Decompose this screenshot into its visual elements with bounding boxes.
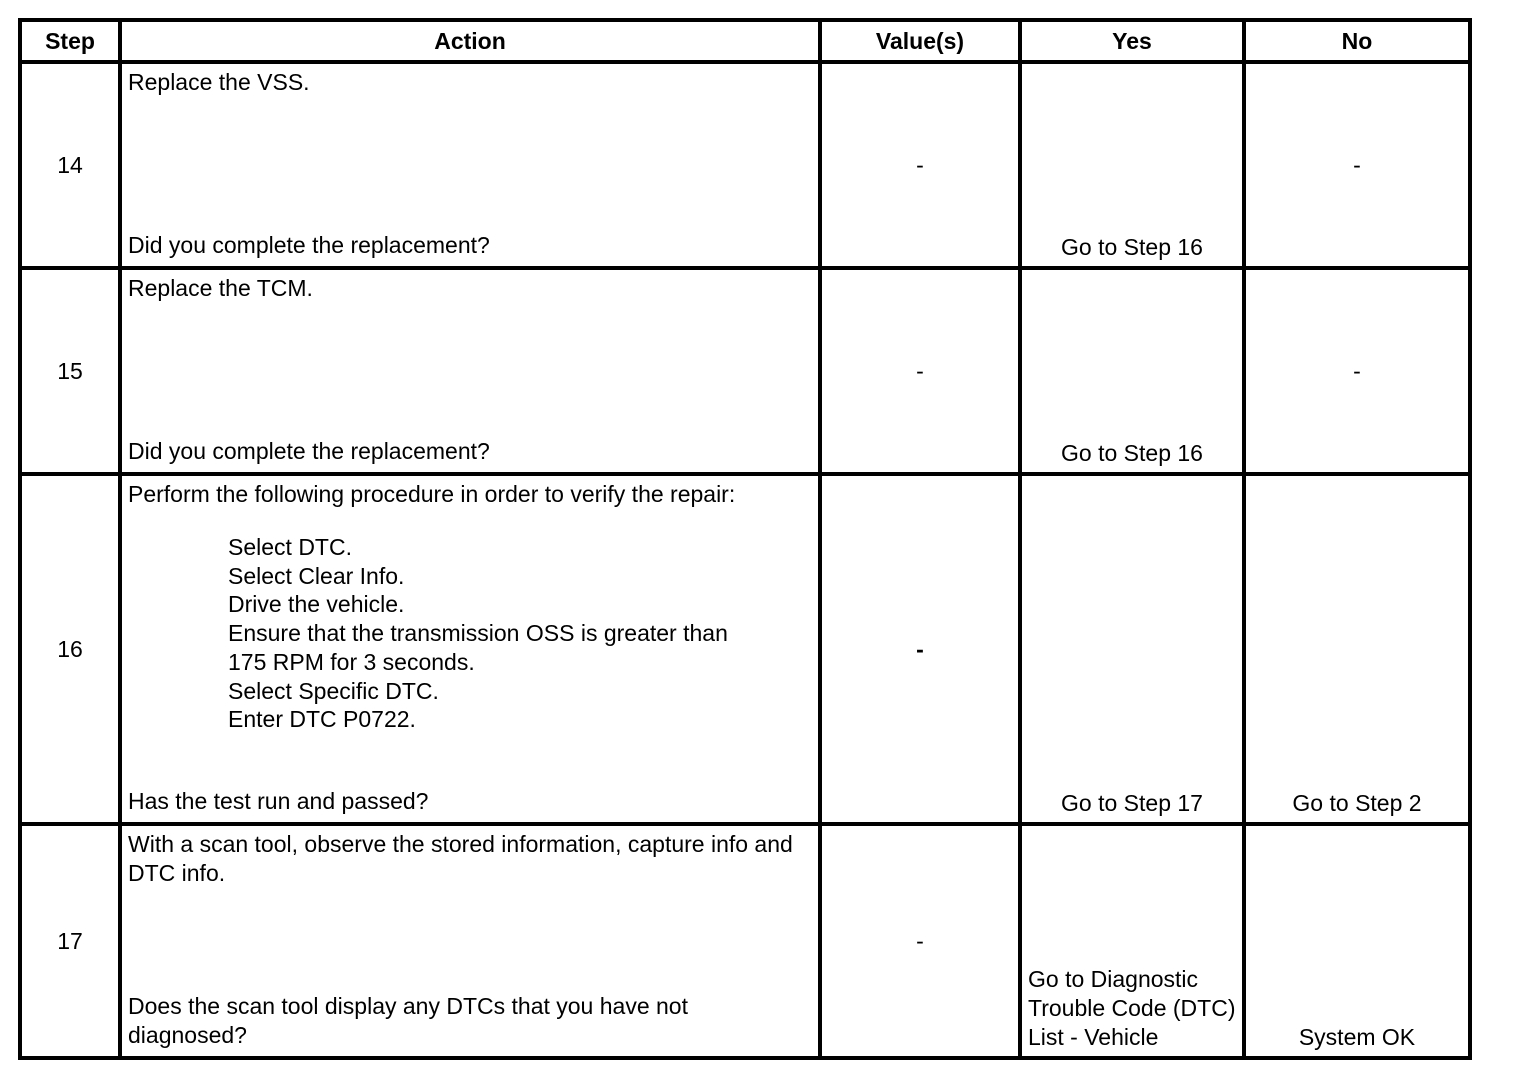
action-question: Has the test run and passed? xyxy=(128,788,429,814)
action-question: Does the scan tool display any DTCs that you have not diagnosed? xyxy=(128,993,688,1048)
no-cell: - xyxy=(1244,62,1470,268)
action-cell xyxy=(120,62,820,268)
step-number: 14 xyxy=(20,62,120,268)
action-question: Did you complete the replacement? xyxy=(128,438,490,464)
step-number: 16 xyxy=(20,474,120,824)
procedure-step: Ensure that the transmission OSS is greater than xyxy=(228,620,728,647)
action-instruction: With a scan tool, observe the stored information, capture info and DTC info. xyxy=(128,831,793,886)
value-cell: - xyxy=(820,474,1020,824)
no-link: System OK xyxy=(1298,1024,1416,1050)
action-instruction: Replace the VSS. xyxy=(128,69,310,95)
procedure-step: Select Specific DTC. xyxy=(228,677,439,704)
procedure-list xyxy=(228,533,812,734)
action-content xyxy=(128,480,812,734)
yes-cell xyxy=(1020,474,1244,824)
header-yes: Yes xyxy=(1020,20,1244,62)
value-cell: - xyxy=(820,268,1020,474)
yes-link: Go to Step 16 xyxy=(1061,234,1203,260)
table-row xyxy=(20,62,1470,268)
action-instruction: Replace the TCM. xyxy=(128,275,313,301)
no-link: Go to Step 2 xyxy=(1292,790,1422,816)
header-step: Step xyxy=(20,20,120,62)
header-action: Action xyxy=(120,20,820,62)
no-cell xyxy=(1244,824,1470,1058)
step-number: 17 xyxy=(20,824,120,1058)
no-cell xyxy=(1244,474,1470,824)
table-row xyxy=(20,824,1470,1058)
action-cell xyxy=(120,474,820,824)
yes-cell xyxy=(1020,268,1244,474)
procedure-step: Select Clear Info. xyxy=(228,562,405,589)
header-row xyxy=(20,20,1470,62)
yes-link: Go to Step 17 xyxy=(1061,790,1203,816)
table-row xyxy=(20,474,1470,824)
diagnostic-table xyxy=(18,18,1472,1060)
yes-link: Go to Diagnostic Trouble Code (DTC) List - Vehicle xyxy=(1028,966,1236,1050)
procedure-step: Drive the vehicle. xyxy=(228,591,405,618)
step-number: 15 xyxy=(20,268,120,474)
value-cell: - xyxy=(820,824,1020,1058)
table-row xyxy=(20,268,1470,474)
yes-cell xyxy=(1020,62,1244,268)
yes-cell xyxy=(1020,824,1244,1058)
header-values: Value(s) xyxy=(820,20,1020,62)
procedure-step: Select DTC. xyxy=(228,534,352,560)
action-cell xyxy=(120,268,820,474)
action-question: Did you complete the replacement? xyxy=(128,232,490,258)
no-cell: - xyxy=(1244,268,1470,474)
action-instruction: Perform the following procedure in order to verify the repair: xyxy=(128,481,736,507)
procedure-step: 175 RPM for 3 seconds. xyxy=(228,648,475,675)
value-cell: - xyxy=(820,62,1020,268)
header-no: No xyxy=(1244,20,1470,62)
procedure-step: Enter DTC P0722. xyxy=(228,706,416,733)
yes-link: Go to Step 16 xyxy=(1061,440,1203,466)
action-cell xyxy=(120,824,820,1058)
